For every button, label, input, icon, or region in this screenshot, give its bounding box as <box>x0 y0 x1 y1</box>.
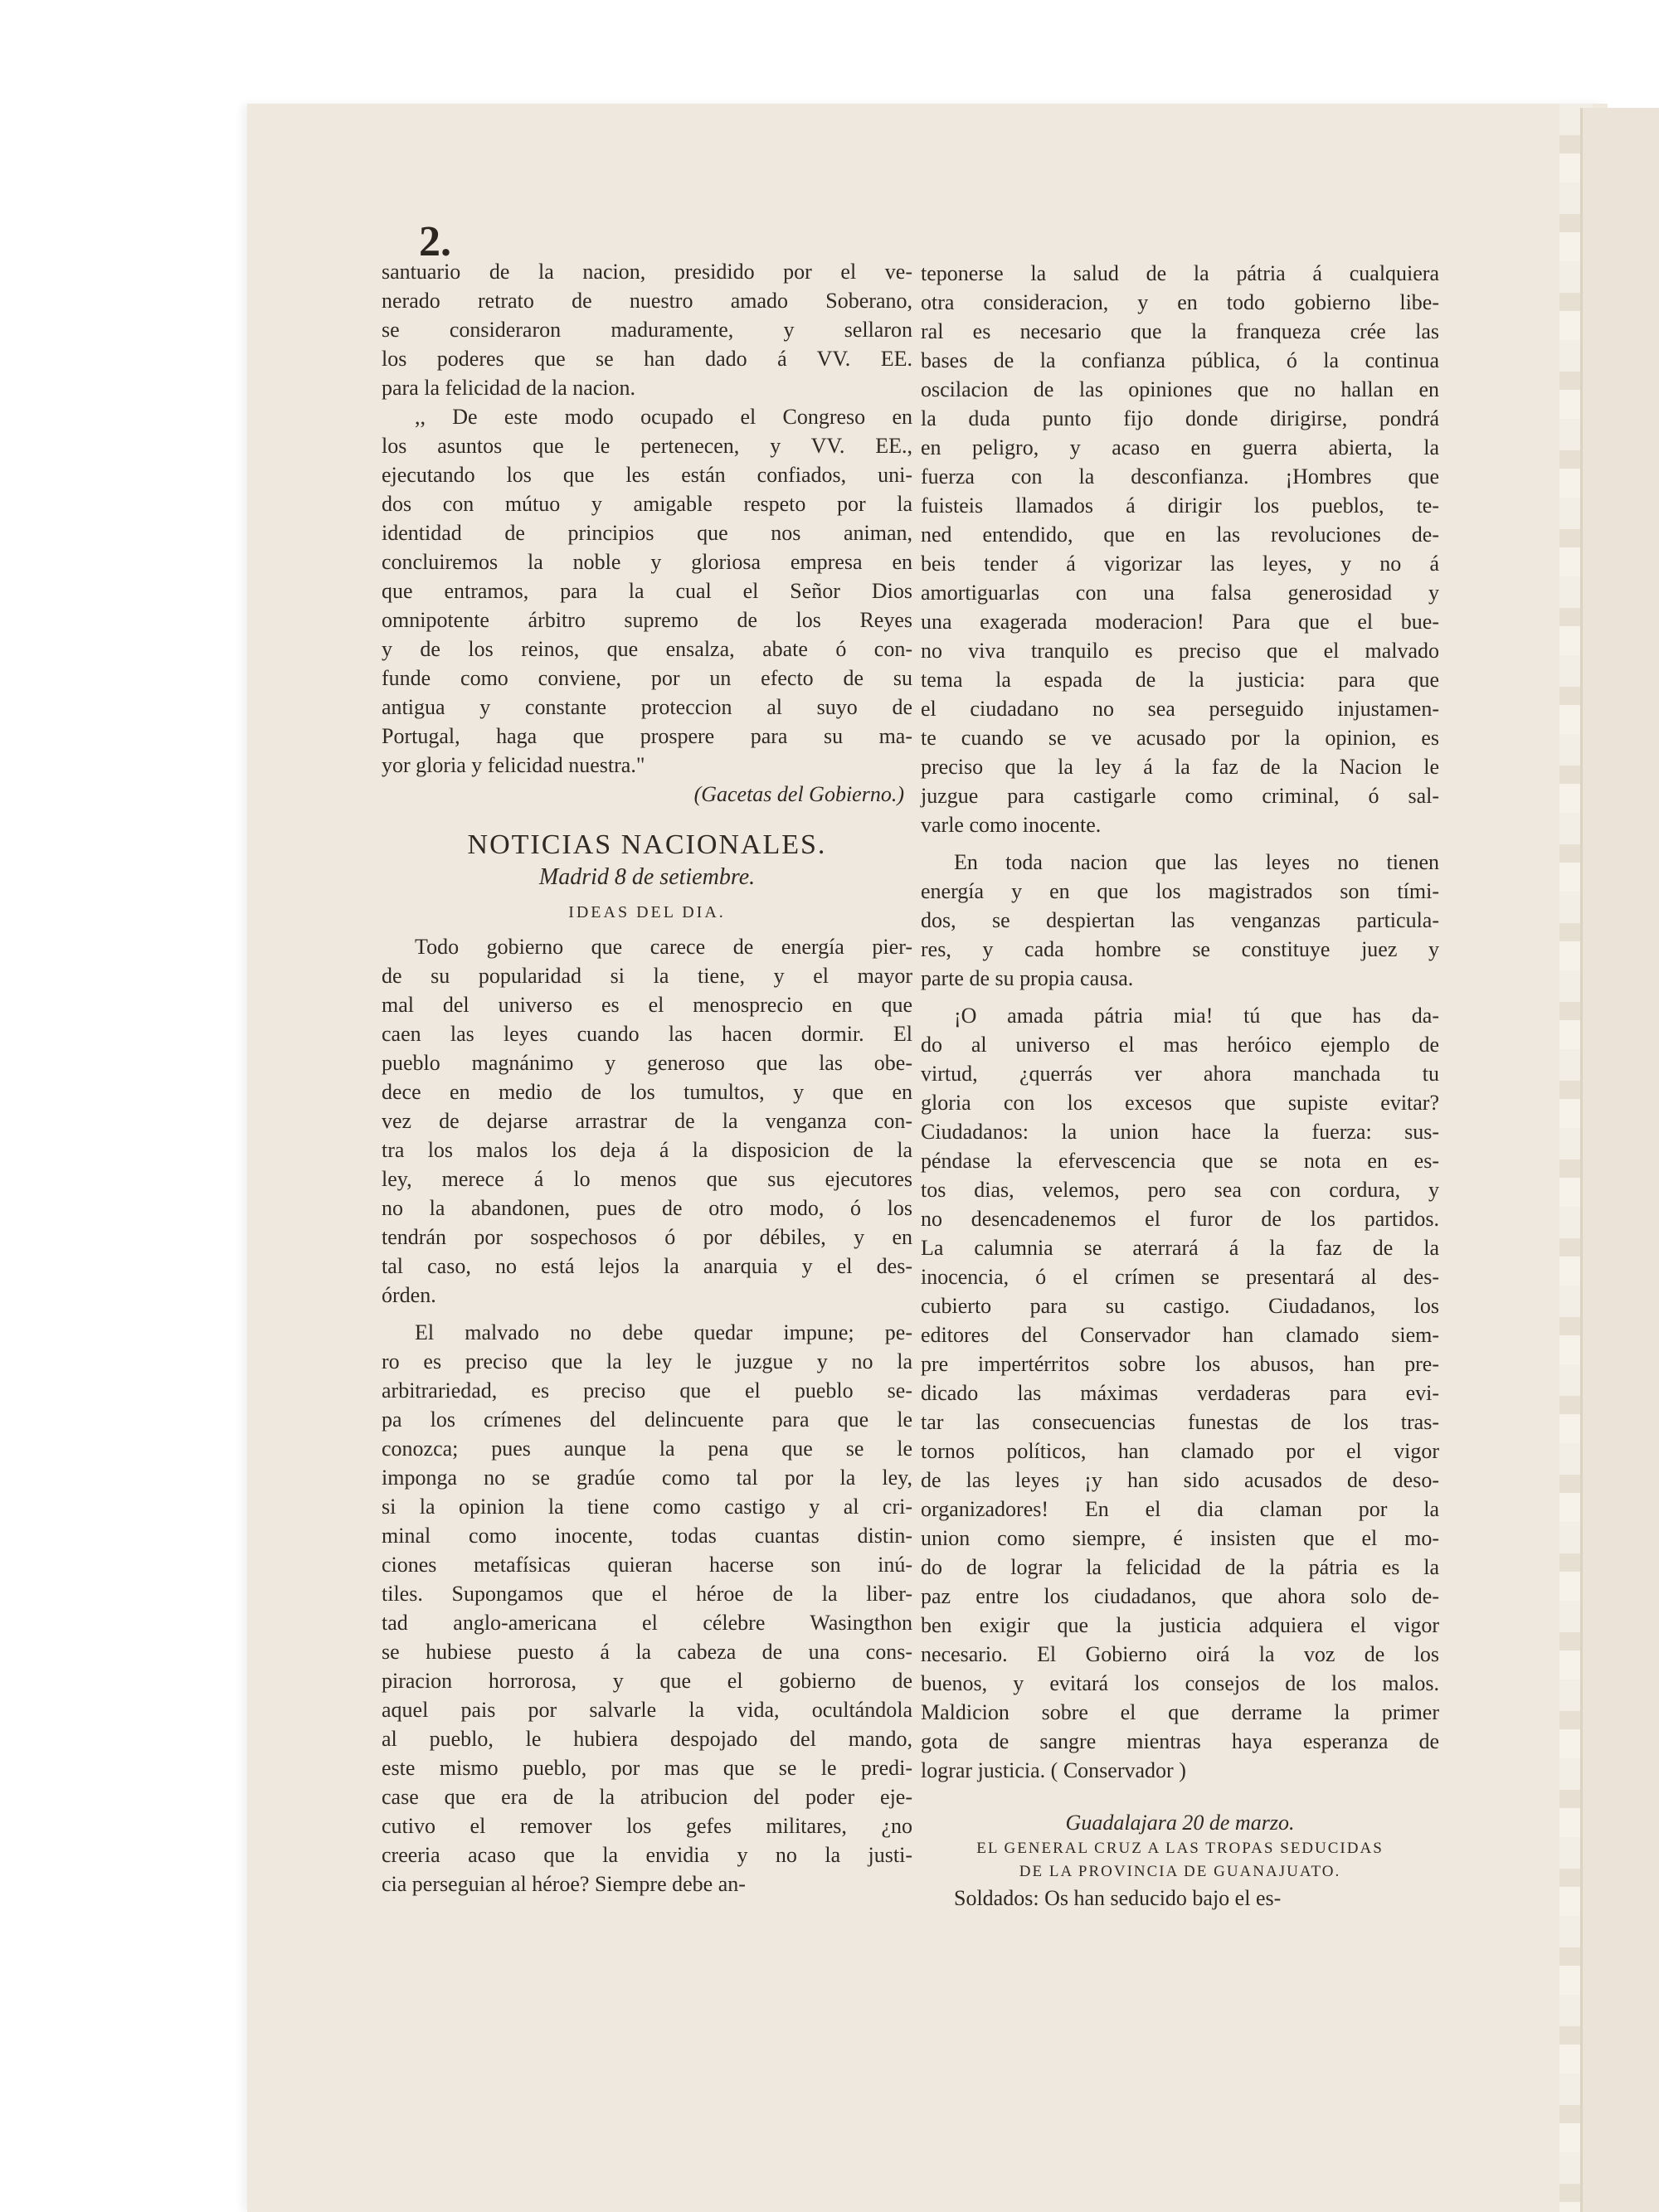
text-line: de las leyes ¡y han sido acusados de deso- <box>921 1468 1439 1492</box>
text-line: se consideraron maduramente, y sellaron <box>382 318 912 342</box>
text-line: al pueblo, le hubiera despojado del mando, <box>382 1727 912 1751</box>
text-line: ,, De este modo ocupado el Congreso en <box>415 405 912 429</box>
text-line: de su popularidad si la tiene, y el mayor <box>382 964 912 988</box>
text-line: ned entendido, que en las revoluciones de- <box>921 523 1439 547</box>
text-line: creeria acaso que la envidia y no la justi- <box>382 1843 912 1867</box>
subhead-ideas: IDEAS DEL DIA. <box>568 903 726 921</box>
text-line: buenos, y evitará los consejos de los malos. <box>921 1671 1439 1695</box>
text-line: cubierto para su castigo. Ciudadanos, los <box>921 1294 1439 1318</box>
text-line: organizadores! En el dia claman por la <box>921 1497 1439 1521</box>
text-line: tal caso, no está lejos la anarquia y el des- <box>382 1254 912 1278</box>
adjacent-page-edge <box>1580 108 1659 2212</box>
text-line: El malvado no debe quedar impune; pe- <box>415 1320 912 1344</box>
text-line: para la felicidad de la nacion. <box>382 376 636 400</box>
text-line: tiles. Supongamos que el héroe de la liber- <box>382 1582 912 1606</box>
text-line: Portugal, haga que prospere para su ma- <box>382 724 912 748</box>
text-line: energía y en que los magistrados son tími- <box>921 879 1439 903</box>
text-line: La calumnia se aterrará á la faz de la <box>921 1236 1439 1260</box>
text-line: varle como inocente. <box>921 813 1102 837</box>
text-line: dicado las máximas verdaderas para evi- <box>921 1381 1439 1405</box>
paragraph-patria <box>921 1001 1439 1785</box>
intro-paragraph <box>382 257 912 402</box>
text-line: te cuando se ve acusado por la opinion, es <box>921 726 1439 750</box>
text-line: gota de sangre mientras haya esperanza de <box>921 1729 1439 1753</box>
text-line: no viva tranquilo es preciso que el malvado <box>921 639 1439 663</box>
text-line: si la opinion la tiene como castigo y al cri- <box>382 1495 912 1519</box>
text-line: tos dias, velemos, pero sea con cordura, y <box>921 1178 1439 1202</box>
text-line: omnipotente árbitro supremo de los Reyes <box>382 608 912 632</box>
dateline-madrid: Madrid 8 de setiembre. <box>538 864 756 890</box>
paragraph-soldados <box>921 1884 1439 1913</box>
text-line: se hubiese puesto á la cabeza de una cons- <box>382 1640 912 1664</box>
text-line: tra los malos los deja á la disposicion de la <box>382 1138 912 1162</box>
text-line: caen las leyes cuando las hacen dormir. El <box>382 1022 912 1046</box>
text-line: pre impertérritos sobre los abusos, han pre- <box>921 1352 1439 1376</box>
text-line: ley, merece á lo menos que sus ejecutores <box>382 1167 912 1191</box>
text-line: no la abandonen, pues de otro modo, ó los <box>382 1196 912 1220</box>
text-line: ben exigir que la justicia adquiera el vigor <box>921 1613 1439 1637</box>
text-line: virtud, ¿querrás ver ahora manchada tu <box>921 1062 1439 1086</box>
text-line: otra consideracion, y en todo gobierno libe- <box>921 290 1439 314</box>
text-line: péndase la efervescencia que se nota en es- <box>921 1149 1439 1173</box>
text-line: funde como conviene, por un efecto de su <box>382 666 912 690</box>
text-line: ro es preciso que la ley le juzgue y no la <box>382 1349 912 1373</box>
text-line: en peligro, y acaso en guerra abierta, la <box>921 435 1439 459</box>
text-line: aquel pais por salvarle la vida, ocultándola <box>382 1698 912 1722</box>
text-line: dos, se despiertan las venganzas particula- <box>921 908 1439 932</box>
text-line: editores del Conservador han clamado siem- <box>921 1323 1439 1347</box>
text-line: En toda nacion que las leyes no tienen <box>954 850 1439 874</box>
text-line: cia perseguian al héroe? Siempre debe an- <box>382 1872 746 1896</box>
text-line: beis tender á vigorizar las leyes, y no á <box>921 552 1439 576</box>
text-line: fuisteis llamados á dirigir los pueblos, te- <box>921 493 1439 518</box>
text-line: pa los crímenes del delincuente para que le <box>382 1407 912 1432</box>
dateline-guadalajara: Guadalajara 20 de marzo. <box>1065 1811 1295 1835</box>
text-line: ejecutando los que les están confiados, uni- <box>382 463 912 487</box>
text-line: do de lograr la felicidad de la pátria es la <box>921 1555 1439 1579</box>
text-line: antigua y constante proteccion al suyo de <box>382 695 912 719</box>
text-line: bases de la confianza pública, ó la continua <box>921 348 1439 372</box>
text-line: ¡O amada pátria mia! tú que has da- <box>954 1004 1439 1028</box>
text-line: ral es necesario que la franqueza crée las <box>921 319 1439 343</box>
text-line: minal como inocente, todas cuantas distin- <box>382 1524 912 1548</box>
text-line: union como siempre, é insisten que el mo- <box>921 1526 1439 1550</box>
text-line: tar las consecuencias funestas de los tras- <box>921 1410 1439 1434</box>
text-line: DE LA PROVINCIA DE GUANAJUATO. <box>1019 1863 1341 1880</box>
text-line: preciso que la ley á la faz de la Nacion le <box>921 755 1439 779</box>
text-line: teponerse la salud de la pátria á cualquiera <box>921 261 1439 285</box>
text-line: que entramos, para la cual el Señor Dios <box>382 579 912 603</box>
text-line: parte de su propia causa. <box>921 966 1134 990</box>
source-gacetas: (Gacetas del Gobierno.) <box>693 782 904 806</box>
text-line: y de los reinos, que ensalza, abate ó con- <box>382 637 912 661</box>
text-line: tema la espada de la justicia: para que <box>921 668 1439 692</box>
right-column <box>921 259 1439 1913</box>
paragraph-energia <box>382 932 912 1310</box>
text-line: inocencia, ó el crímen se presentará al des- <box>921 1265 1439 1289</box>
paragraph-malvado <box>382 1318 912 1898</box>
text-line: res, y cada hombre se constituye juez y <box>921 937 1439 961</box>
text-line: yor gloria y felicidad nuestra." <box>382 753 645 777</box>
paragraph-salud <box>921 259 1439 839</box>
text-line: Maldicion sobre el que derrame la primer <box>921 1700 1439 1724</box>
text-line: gloria con los excesos que supiste evitar? <box>921 1091 1439 1115</box>
text-line: amortiguarlas con una falsa generosidad y <box>921 581 1439 605</box>
text-line: no desencadenemos el furor de los partidos. <box>921 1207 1439 1231</box>
text-line: case que era de la atribucion del poder eje- <box>382 1785 912 1809</box>
text-line: lograr justicia. ( Conservador ) <box>921 1758 1186 1782</box>
text-line: Soldados: Os han seducido bajo el es- <box>954 1886 1282 1910</box>
paragraph-nacion <box>921 848 1439 993</box>
text-line: imponga no se gradúe como tal por la ley, <box>382 1466 912 1490</box>
text-line: este mismo pueblo, por mas que se le predi- <box>382 1756 912 1780</box>
text-line: cutivo el remover los gefes militares, ¿no <box>382 1814 912 1838</box>
text-line: los asuntos que le pertenecen, y VV. EE., <box>382 434 912 458</box>
text-line: tornos políticos, han clamado por el vigor <box>921 1439 1439 1463</box>
text-line: tad anglo-americana el célebre Wasingthon <box>382 1611 912 1635</box>
text-line: el ciudadano no sea perseguido injustamen- <box>921 697 1439 721</box>
text-line: conozca; pues aunque la pena que se le <box>382 1437 912 1461</box>
text-line: Ciudadanos: la union hace la fuerza: sus- <box>921 1120 1439 1144</box>
text-line: fuerza con la desconfianza. ¡Hombres que <box>921 464 1439 489</box>
text-line: oscilacion de las opiniones que no hallan en <box>921 377 1439 401</box>
heading-general-cruz <box>921 1837 1439 1884</box>
text-line: órden. <box>382 1283 436 1307</box>
text-line: juzgue para castigarle como criminal, ó sal- <box>921 784 1439 808</box>
text-line: vez de dejarse arrastrar de la venganza con- <box>382 1109 912 1133</box>
text-line: EL GENERAL CRUZ A LAS TROPAS SEDUCIDAS <box>976 1840 1384 1857</box>
text-line: santuario de la nacion, presidido por el ve- <box>382 260 912 284</box>
text-line: identidad de principios que nos animan, <box>382 521 912 545</box>
text-line: tendrán por sospechosos ó por débiles, y en <box>382 1225 912 1249</box>
text-line: piracion horrorosa, y que el gobierno de <box>382 1669 912 1693</box>
text-line: nerado retrato de nuestro amado Soberano, <box>382 289 912 313</box>
text-line: mal del universo es el menosprecio en que <box>382 993 912 1017</box>
text-line: do al universo el mas heróico ejemplo de <box>921 1033 1439 1057</box>
text-line: necesario. El Gobierno oirá la voz de los <box>921 1642 1439 1666</box>
quote-paragraph <box>382 402 912 780</box>
page-number: 2. <box>419 218 451 265</box>
left-column <box>382 257 912 1898</box>
text-line: arbitrariedad, es preciso que el pueblo se- <box>382 1378 912 1403</box>
text-line: la duda punto fijo donde dirigirse, pondrá <box>921 406 1439 430</box>
text-line: concluiremos la noble y gloriosa empresa en <box>382 550 912 574</box>
text-line: Todo gobierno que carece de energía pier- <box>415 935 912 959</box>
text-line: dos con mútuo y amigable respeto por la <box>382 492 912 516</box>
text-line: ciones metafísicas quieran hacerse son inú- <box>382 1553 912 1577</box>
section-title: NOTICIAS NACIONALES. <box>467 829 827 860</box>
text-line: una exagerada moderacion! Para que el bue- <box>921 610 1439 634</box>
text-line: los poderes que se han dado á VV. EE. <box>382 347 912 371</box>
text-line: paz entre los ciudadanos, que ahora solo de- <box>921 1584 1439 1608</box>
text-line: dece en medio de los tumultos, y que en <box>382 1080 912 1104</box>
text-line: pueblo magnánimo y generoso que las obe- <box>382 1051 912 1075</box>
